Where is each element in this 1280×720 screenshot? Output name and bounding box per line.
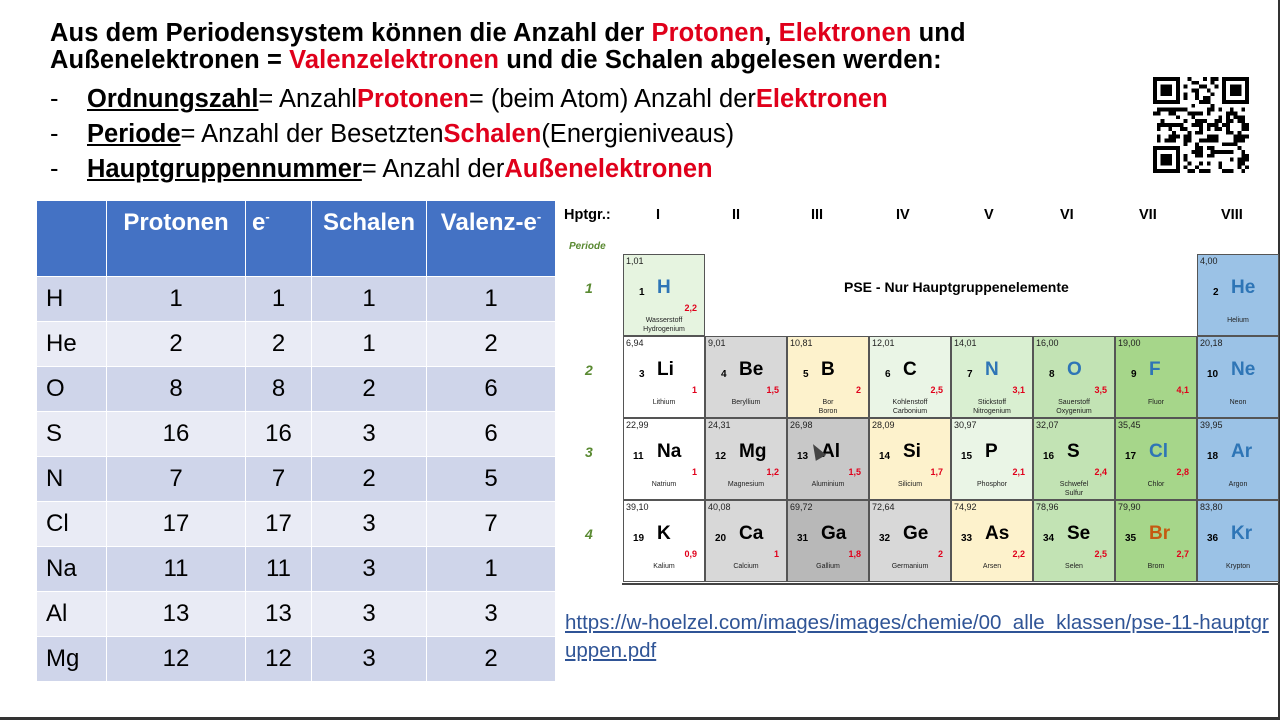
element-cell — [705, 336, 787, 418]
element-mass: 9,01 — [708, 338, 726, 348]
table-cell: 3 — [312, 412, 427, 457]
element-name: Calcium — [733, 563, 759, 570]
qr-code-icon — [1153, 77, 1249, 173]
electronegativity: 3,5 — [1094, 385, 1107, 395]
element-cell — [787, 336, 869, 418]
table-cell: 7 — [427, 502, 556, 547]
electronegativity: 2 — [937, 549, 943, 559]
element-mass: 12,01 — [872, 338, 895, 348]
element-name: Germanium — [891, 563, 929, 570]
table-cell: 8 — [107, 367, 246, 412]
electronegativity: 1 — [691, 385, 697, 395]
electronegativity: 0,9 — [684, 549, 697, 559]
table-cell: 2 — [246, 322, 312, 367]
element-symbol: K — [657, 523, 671, 544]
table-cell: 1 — [427, 277, 556, 322]
element-name: Krypton — [1225, 563, 1251, 570]
group-header: V — [984, 207, 994, 223]
element-symbol: Be — [739, 359, 764, 380]
source-link[interactable]: https://w-hoelzel.com/images/images/chemie/00_alle_klassen/pse-11-hauptgruppen.pdf — [565, 611, 1269, 662]
element-mass: 39,95 — [1200, 420, 1223, 430]
atomic-number: 4 — [721, 369, 727, 380]
period-number: 2 — [585, 362, 593, 378]
table-row — [37, 547, 556, 592]
element-cell — [1115, 336, 1197, 418]
group-header: VII — [1139, 207, 1157, 223]
element-name: Silicium — [897, 481, 923, 488]
atomic-number: 34 — [1043, 533, 1055, 544]
table-row — [37, 502, 556, 547]
element-name: Brom — [1147, 563, 1165, 570]
element-symbol-cell: S — [37, 412, 107, 457]
electronegativity: 2,2 — [684, 303, 697, 313]
hauptgruppe-label: Hptgr.: — [564, 207, 611, 223]
electronegativity: 1,8 — [848, 549, 861, 559]
atomic-number: 16 — [1043, 451, 1055, 462]
element-cell — [869, 336, 951, 418]
element-name: Natrium — [651, 481, 677, 488]
atomic-number: 13 — [797, 451, 809, 462]
table-cell: 13 — [107, 592, 246, 637]
element-symbol-cell: Na — [37, 547, 107, 592]
pse-title: PSE - Nur Hauptgruppenelemente — [844, 279, 1069, 295]
element-mass: 26,98 — [790, 420, 813, 430]
element-mass: 40,08 — [708, 502, 731, 512]
element-mass: 4,00 — [1200, 256, 1218, 266]
atomic-number: 9 — [1131, 369, 1137, 380]
atomic-number: 33 — [961, 533, 973, 544]
element-symbol: Br — [1149, 523, 1171, 544]
element-symbol-cell: Al — [37, 592, 107, 637]
group-header: IV — [896, 207, 910, 223]
element-cell — [1197, 254, 1279, 336]
atomic-number: 32 — [879, 533, 891, 544]
element-cell — [869, 500, 951, 582]
table-header-cell: e- — [246, 201, 312, 277]
electronegativity: 2,1 — [1012, 467, 1025, 477]
table-header-cell — [37, 201, 107, 277]
element-name: Fluor — [1148, 399, 1164, 406]
periode-label: Periode — [569, 241, 606, 252]
element-cell — [705, 500, 787, 582]
element-mass: 20,18 — [1200, 338, 1223, 348]
table-row — [37, 322, 556, 367]
table-cell: 1 — [107, 277, 246, 322]
element-name: Neon — [1229, 399, 1247, 406]
atomic-number: 10 — [1207, 369, 1219, 380]
table-row — [37, 457, 556, 502]
element-symbol-cell: He — [37, 322, 107, 367]
table-cell: 3 — [312, 502, 427, 547]
atomic-number: 36 — [1207, 533, 1219, 544]
table-header-cell: Protonen — [107, 201, 246, 277]
table-cell: 11 — [246, 547, 312, 592]
table-cell: 12 — [246, 637, 312, 682]
atomic-number: 12 — [715, 451, 727, 462]
table-row — [37, 367, 556, 412]
element-name: Kalium — [653, 563, 675, 570]
group-header: I — [656, 207, 661, 223]
element-mass: 35,45 — [1118, 420, 1141, 430]
element-data-table — [36, 200, 556, 682]
element-symbol: B — [821, 359, 835, 380]
element-symbol: Ne — [1231, 359, 1256, 380]
element-mass: 83,80 — [1200, 502, 1223, 512]
table-cell: 13 — [246, 592, 312, 637]
table-cell: 3 — [427, 592, 556, 637]
element-cell — [1033, 418, 1115, 500]
element-symbol: Na — [657, 441, 682, 462]
electronegativity: 1 — [773, 549, 779, 559]
atomic-number: 2 — [1213, 287, 1219, 298]
element-cell — [1197, 500, 1279, 582]
element-mass: 32,07 — [1036, 420, 1059, 430]
element-name: Aluminium — [811, 481, 845, 488]
element-symbol: C — [903, 359, 917, 380]
element-symbol: F — [1149, 359, 1161, 380]
element-name: Kohlenstoff Carbonium — [892, 399, 928, 415]
element-symbol: Ar — [1231, 441, 1253, 462]
element-symbol: Kr — [1231, 523, 1253, 544]
element-cell — [951, 418, 1033, 500]
group-header: III — [811, 207, 824, 223]
element-mass: 28,09 — [872, 420, 895, 430]
element-symbol: Ge — [903, 523, 929, 544]
bullet-ordnungszahl: - Ordnungszahl = Anzahl Protonen = (beim Atom) Anzahl der Elektronen — [50, 85, 888, 113]
element-mass: 1,01 — [626, 256, 644, 266]
periodic-table-image — [562, 200, 1280, 585]
table-cell: 17 — [107, 502, 246, 547]
table-cell: 1 — [246, 277, 312, 322]
table-row — [37, 277, 556, 322]
table-cell: 8 — [246, 367, 312, 412]
element-name: Schwefel Sulfur — [1059, 481, 1089, 497]
element-cell — [623, 500, 705, 582]
element-cell — [869, 418, 951, 500]
table-header-row — [37, 201, 556, 277]
table-cell: 1 — [427, 547, 556, 592]
electronegativity: 2,8 — [1176, 467, 1189, 477]
element-symbol-cell: H — [37, 277, 107, 322]
atomic-number: 8 — [1049, 369, 1055, 380]
divider — [622, 583, 1280, 585]
table-cell: 2 — [312, 457, 427, 502]
element-cell — [623, 336, 705, 418]
group-header: VI — [1060, 207, 1074, 223]
bullet-periode: - Periode = Anzahl der Besetzten Schalen (Energieniveaus) — [50, 120, 735, 148]
element-symbol: Cl — [1149, 441, 1168, 462]
table-cell: 12 — [107, 637, 246, 682]
element-mass: 14,01 — [954, 338, 977, 348]
element-name: Arsen — [982, 563, 1002, 570]
element-mass: 78,96 — [1036, 502, 1059, 512]
table-cell: 5 — [427, 457, 556, 502]
table-cell: 6 — [427, 367, 556, 412]
element-symbol: Se — [1067, 523, 1091, 544]
element-name: Wasserstoff Hydrogenium — [643, 317, 685, 333]
element-cell — [1115, 418, 1197, 500]
element-symbol-cell: O — [37, 367, 107, 412]
atomic-number: 5 — [803, 369, 809, 380]
atomic-number: 3 — [639, 369, 645, 380]
electronegativity: 1,5 — [848, 467, 861, 477]
table-cell: 17 — [246, 502, 312, 547]
element-mass: 22,99 — [626, 420, 649, 430]
element-name: Argon — [1228, 481, 1248, 488]
atomic-number: 31 — [797, 533, 809, 544]
element-symbol: Ca — [739, 523, 764, 544]
element-name: Beryllium — [731, 399, 761, 406]
element-symbol: P — [985, 441, 998, 462]
element-name: Helium — [1227, 317, 1249, 324]
element-symbol: S — [1067, 441, 1080, 462]
electronegativity: 2,5 — [930, 385, 943, 395]
element-name: Stickstoff Nitrogenium — [973, 399, 1011, 415]
element-mass: 6,94 — [626, 338, 644, 348]
element-symbol: O — [1067, 359, 1082, 380]
table-header-cell: Schalen — [312, 201, 427, 277]
element-name: Phosphor — [977, 481, 1007, 488]
atomic-number: 15 — [961, 451, 973, 462]
electronegativity: 1,5 — [766, 385, 779, 395]
slide-heading: Aus dem Periodensystem können die Anzahl der Protonen, Elektronen und Außenelektronen = Valenzelektronen und die Schalen abgelesen werden: — [50, 19, 966, 74]
table-cell: 16 — [107, 412, 246, 457]
element-cell — [1197, 336, 1279, 418]
table-cell: 3 — [312, 637, 427, 682]
element-mass: 19,00 — [1118, 338, 1141, 348]
table-cell: 1 — [312, 277, 427, 322]
table-cell: 2 — [427, 637, 556, 682]
electronegativity: 2,4 — [1094, 467, 1107, 477]
atomic-number: 1 — [639, 287, 645, 298]
table-row — [37, 412, 556, 457]
element-symbol: Si — [903, 441, 921, 462]
bullet-hauptgruppennummer: - Hauptgruppennummer = Anzahl der Außenelektronen — [50, 155, 713, 183]
electronegativity: 2 — [855, 385, 861, 395]
atomic-number: 11 — [633, 451, 644, 462]
element-symbol: Li — [657, 359, 674, 380]
element-cell — [705, 418, 787, 500]
element-cell — [787, 500, 869, 582]
bullet-list — [50, 82, 888, 187]
atomic-number: 35 — [1125, 533, 1137, 544]
electronegativity: 3,1 — [1012, 385, 1025, 395]
element-symbol-cell: Cl — [37, 502, 107, 547]
element-symbol: He — [1231, 277, 1256, 298]
element-mass: 72,64 — [872, 502, 895, 512]
element-cell — [1033, 500, 1115, 582]
element-symbol: Ga — [821, 523, 847, 544]
table-cell: 6 — [427, 412, 556, 457]
group-header: VIII — [1221, 207, 1243, 223]
electronegativity: 1 — [691, 467, 697, 477]
table-row — [37, 637, 556, 682]
atomic-number: 17 — [1125, 451, 1137, 462]
element-mass: 10,81 — [790, 338, 813, 348]
atomic-number: 20 — [715, 533, 727, 544]
element-cell — [1197, 418, 1279, 500]
atomic-number: 19 — [633, 533, 645, 544]
period-number: 4 — [585, 526, 593, 542]
element-cell — [951, 336, 1033, 418]
table-cell: 3 — [312, 547, 427, 592]
table-cell: 16 — [246, 412, 312, 457]
group-header: II — [732, 207, 741, 223]
electronegativity: 4,1 — [1176, 385, 1189, 395]
element-symbol: Al — [821, 441, 840, 462]
element-mass: 69,72 — [790, 502, 813, 512]
electronegativity: 1,2 — [766, 467, 779, 477]
element-symbol: N — [985, 359, 999, 380]
element-cell — [951, 500, 1033, 582]
element-mass: 30,97 — [954, 420, 977, 430]
element-mass: 24,31 — [708, 420, 731, 430]
element-symbol: As — [985, 523, 1010, 544]
electronegativity: 2,2 — [1012, 549, 1025, 559]
atomic-number: 7 — [967, 369, 973, 380]
element-symbol-cell: N — [37, 457, 107, 502]
element-name: Gallium — [816, 563, 840, 570]
period-number: 3 — [585, 444, 593, 460]
element-cell — [1115, 500, 1197, 582]
electronegativity: 1,7 — [930, 467, 943, 477]
table-cell: 2 — [427, 322, 556, 367]
table-cell: 2 — [312, 367, 427, 412]
atomic-number: 14 — [879, 451, 891, 462]
table-header-cell: Valenz-e- — [427, 201, 556, 277]
element-name: Chlor — [1147, 481, 1165, 488]
table-cell: 1 — [312, 322, 427, 367]
electronegativity: 2,7 — [1176, 549, 1189, 559]
element-mass: 16,00 — [1036, 338, 1059, 348]
element-name: Bor Boron — [818, 399, 838, 415]
element-symbol: H — [657, 277, 671, 298]
element-name: Sauerstoff Oxygenium — [1056, 399, 1092, 415]
element-symbol: Mg — [739, 441, 767, 462]
element-name: Lithium — [652, 399, 676, 406]
table-cell: 3 — [312, 592, 427, 637]
table-cell: 2 — [107, 322, 246, 367]
element-cell — [1033, 336, 1115, 418]
element-mass: 79,90 — [1118, 502, 1141, 512]
atomic-number: 18 — [1207, 451, 1219, 462]
atomic-number: 6 — [885, 369, 891, 380]
element-name: Selen — [1065, 563, 1083, 570]
table-cell: 11 — [107, 547, 246, 592]
table-cell: 7 — [107, 457, 246, 502]
table-cell: 7 — [246, 457, 312, 502]
element-mass: 39,10 — [626, 502, 649, 512]
electronegativity: 2,5 — [1094, 549, 1107, 559]
element-symbol-cell: Mg — [37, 637, 107, 682]
element-cell — [623, 418, 705, 500]
element-mass: 74,92 — [954, 502, 977, 512]
table-row — [37, 592, 556, 637]
period-number: 1 — [585, 280, 593, 296]
element-cell — [787, 418, 869, 500]
element-name: Magnesium — [727, 481, 765, 488]
element-cell — [623, 254, 705, 336]
